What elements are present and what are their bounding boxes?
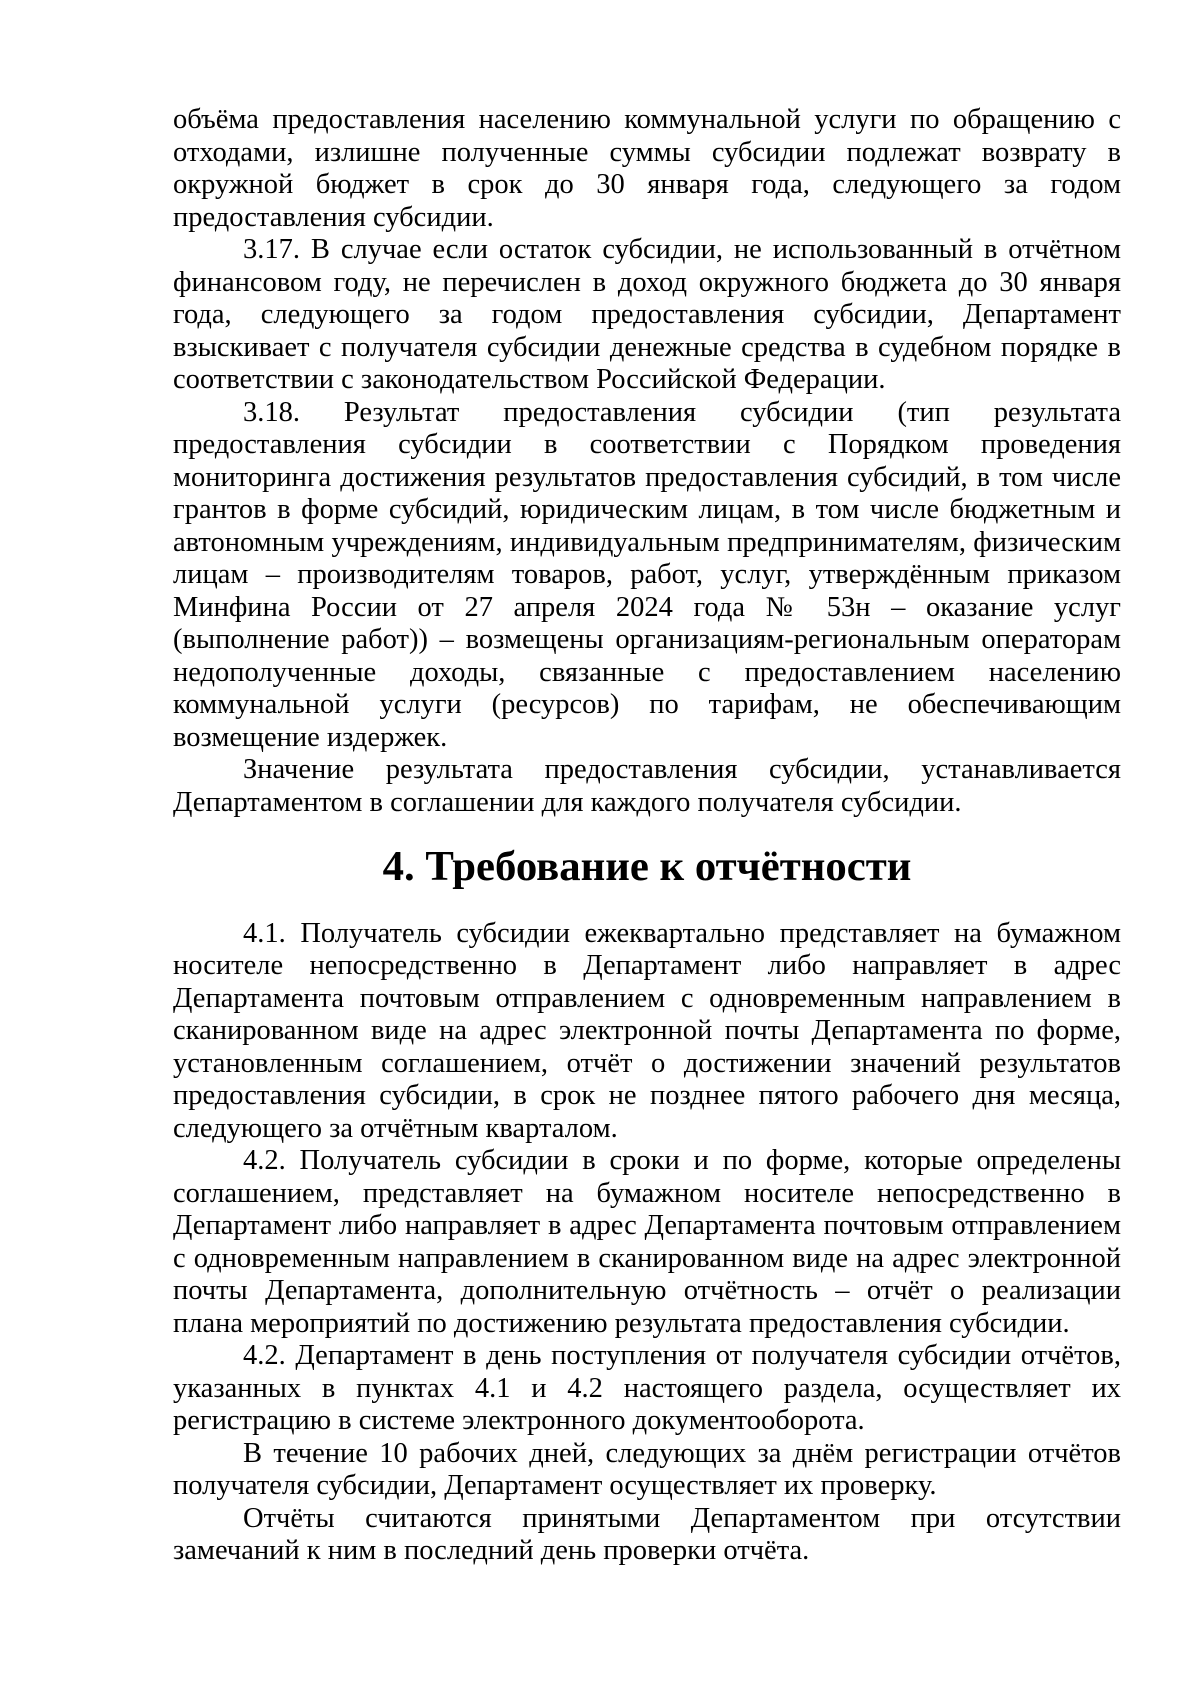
paragraph-4-2-registration: 4.2. Департамент в день поступления от получателя субсидии отчётов, указанных в пунктах 4.1 и 4.2 настоящего раздела, осуществляет их регистрацию в системе электронного документооборота. bbox=[173, 1340, 1121, 1436]
paragraph-3-17: 3.17. В случае если остаток субсидии, не использованный в отчётном финансовом году, не перечислен в доход окружного бюджета до 30 января года, следующего за годом предоставления субсидии, Департамент взыскивает с получателя субсидии денежные средства в судебном порядке в соответствии с законодательством Российской Федерации. bbox=[173, 234, 1121, 395]
paragraph-review-period: В течение 10 рабочих дней, следующих за днём регистрации отчётов получателя субсидии, Департамент осуществляет их проверку. bbox=[173, 1437, 1121, 1501]
paragraph-4-2-additional-reporting: 4.2. Получатель субсидии в сроки и по форме, которые определены соглашением, представляет на бумажном носителе непосредственно в Департамент либо направляет в адрес Департамента почтовым отправлением с одновременным направлением в сканированном виде на адрес электронной почты Департамента, дополнительную отчётность – отчёт о реализации плана мероприятий по достижению результата предоставления субсидии. bbox=[173, 1145, 1121, 1339]
paragraph-3-18: 3.18. Результат предоставления субсидии (тип результата предоставления субсидии в соответствии с Порядком проведения мониторинга достижения результатов предоставления субсидий, в том числе грантов в форме субсидий, юридическим лицам, в том числе бюджетным и автономным учреждениям, индивидуальным предпринимателям, физическим лицам – производителям товаров, работ, услуг, утверждённым приказом Минфина России от 27 апреля 2024 года № 53н – оказание услуг (выполнение работ)) – возмещены организациям-региональным операторам недополученные доходы, связанные с предоставлением населению коммунальной услуги (ресурсов) по тарифам, не обеспечивающим возмещение издержек. bbox=[173, 396, 1121, 753]
document-page bbox=[173, 104, 1121, 1568]
section-heading: 4. Требование к отчётности bbox=[382, 843, 912, 890]
paragraph-result-value: Значение результата предоставления субсидии, устанавливается Департаментом в соглашении для каждого получателя субсидии. bbox=[173, 754, 1121, 818]
paragraph-reports-accepted: Отчёты считаются принятыми Департаментом при отсутствии замечаний к ним в последний день проверки отчёта. bbox=[173, 1502, 1121, 1566]
paragraph-subsidy-return: объёма предоставления населению коммунальной услуги по обращению с отходами, излишне полученные суммы субсидии подлежат возврату в окружной бюджет в срок до 30 января года, следующего за годом предоставления субсидии. bbox=[173, 104, 1121, 233]
paragraph-4-1: 4.1. Получатель субсидии ежеквартально представляет на бумажном носителе непосредственно в Департамент либо направляет в адрес Департамента почтовым отправлением с одновременным направлением в сканированном виде на адрес электронной почты Департамента по форме, установленным соглашением, отчёт о достижении значений результатов предоставления субсидии, в срок не позднее пятого рабочего дня месяца, следующего за отчётным кварталом. bbox=[173, 917, 1121, 1144]
